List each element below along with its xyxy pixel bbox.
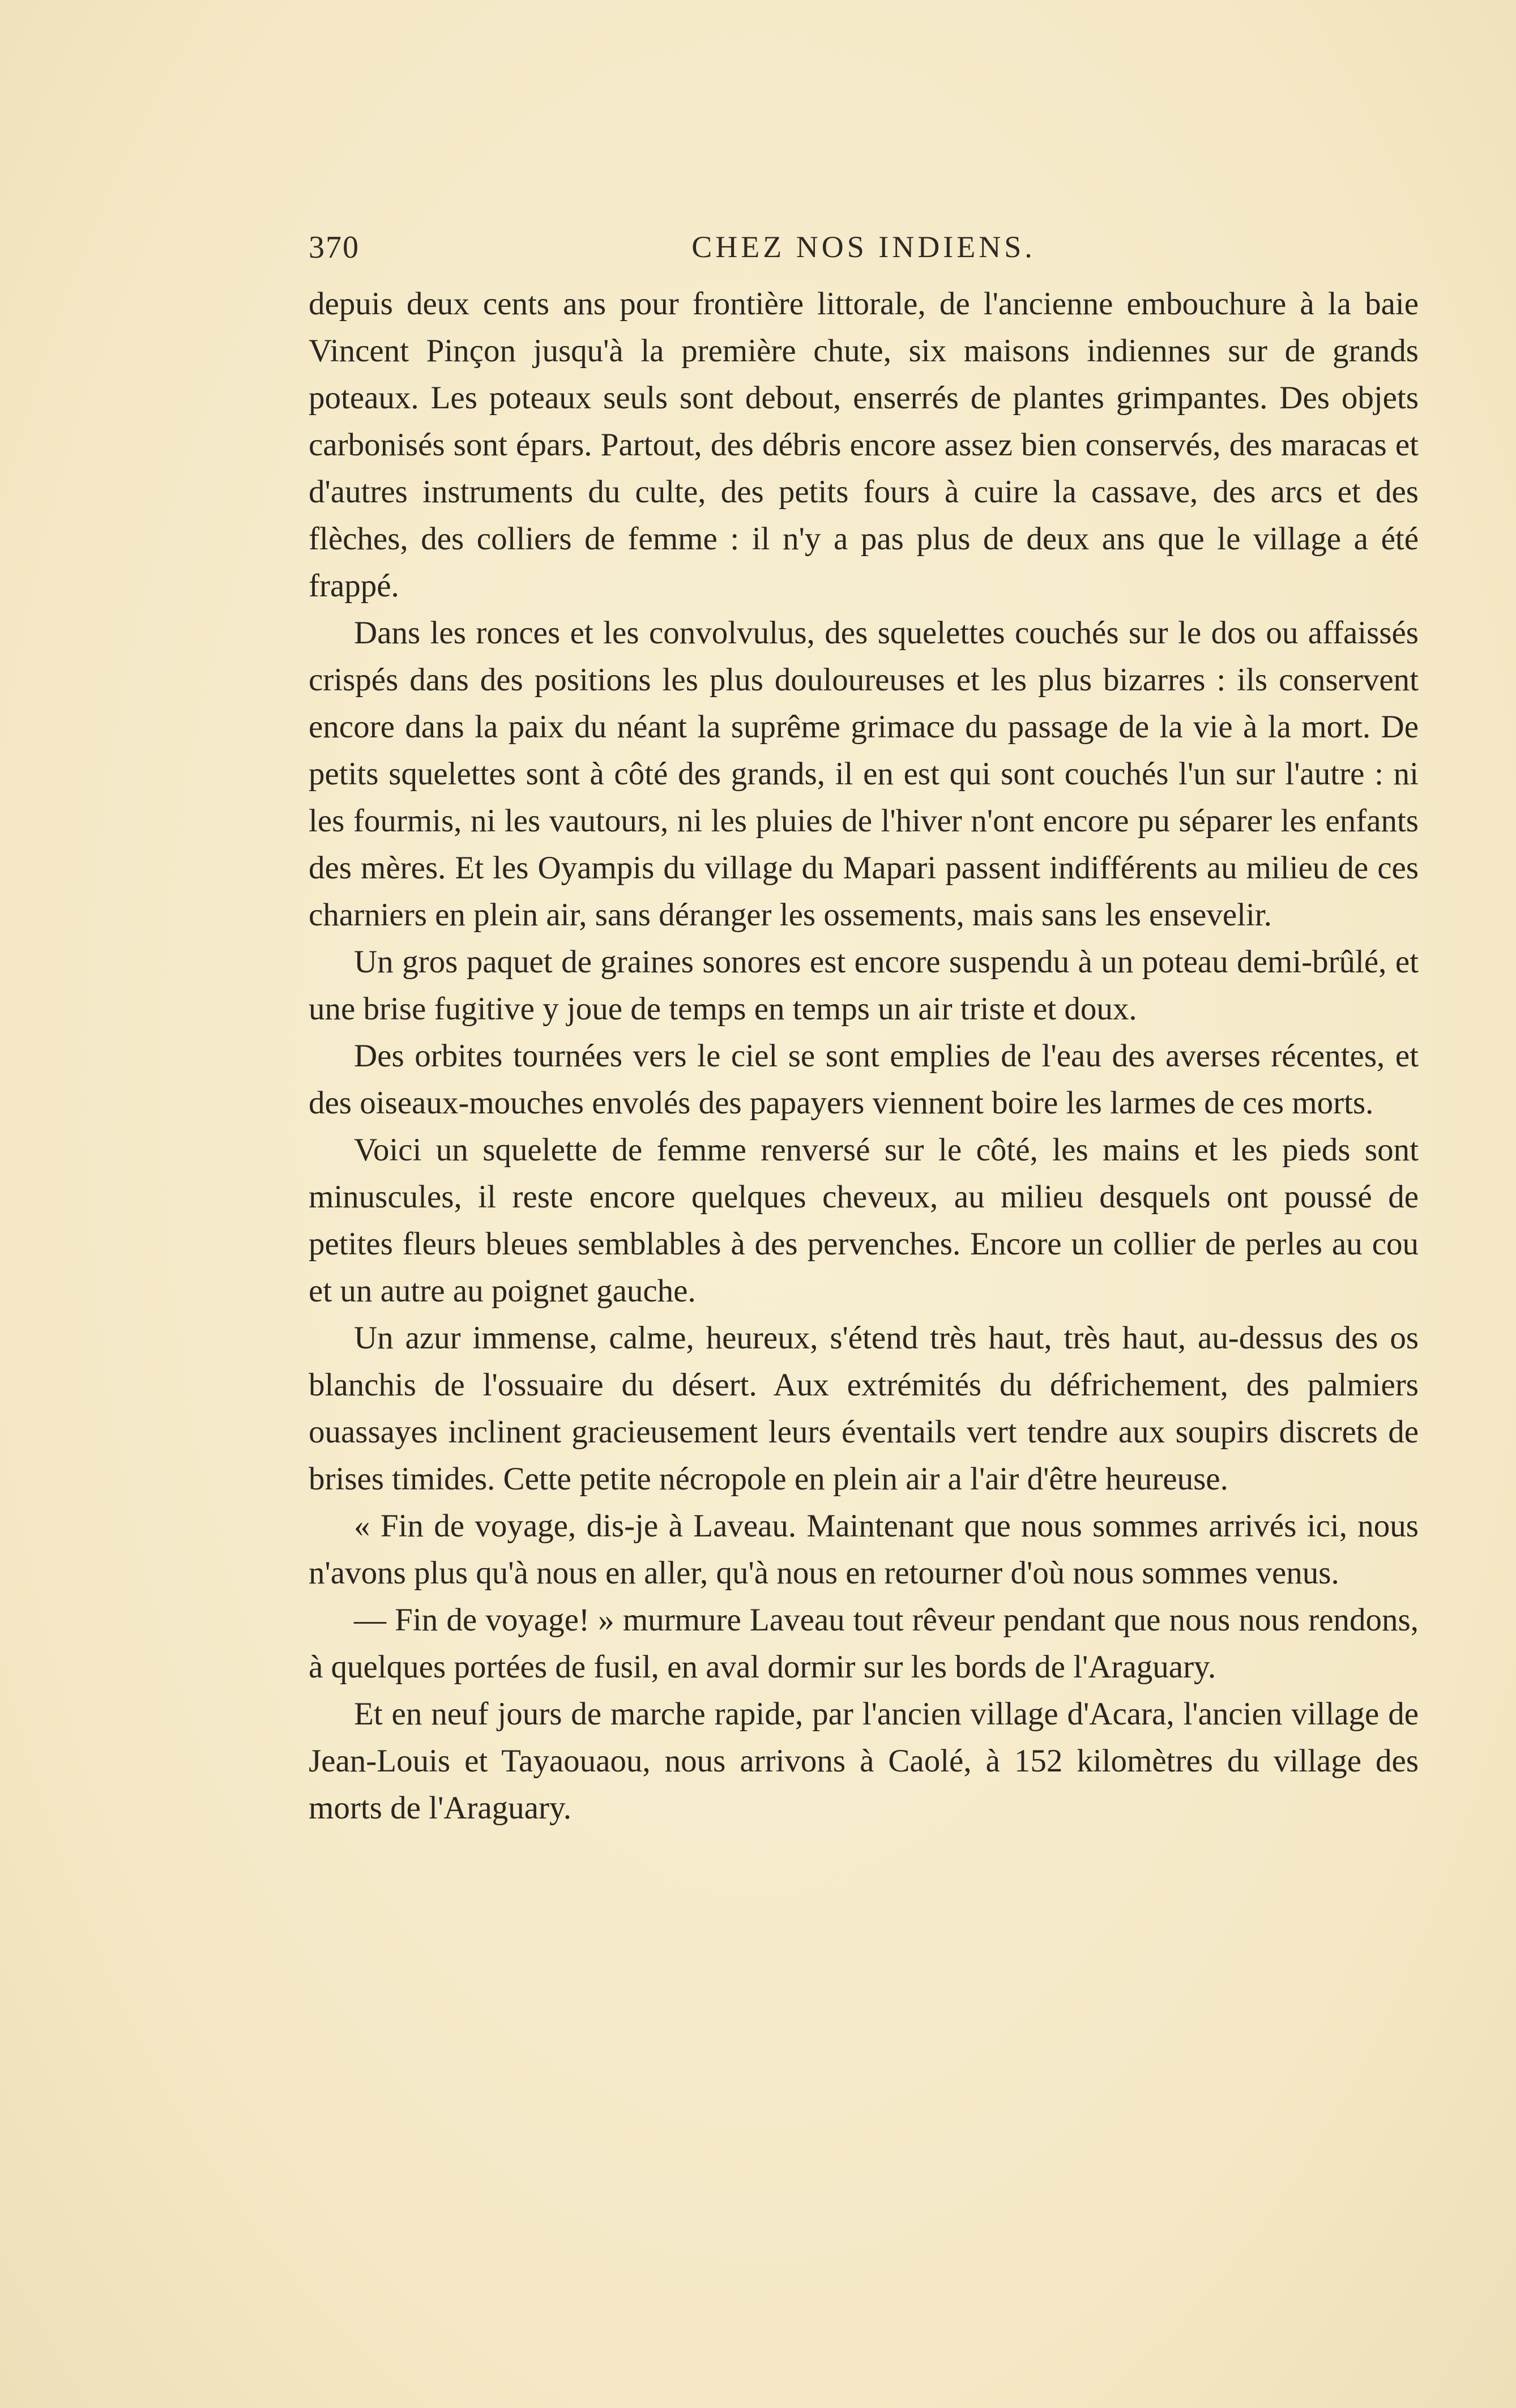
paragraph-1: depuis deux cents ans pour frontière littorale, de l'ancienne embouchure à la baie Vincent Pinçon jusqu'à la première chute, six maisons indiennes sur de grands poteaux. Les poteaux seuls sont debout, enserrés de plantes grimpantes. Des objets carbonisés sont épars. Partout, des débris encore assez bien conservés, des maracas et d'autres instruments du culte, des petits fours à cuire la cassave, des arcs et des flèches, des colliers de femme : il n'y a pas plus de deux ans que le village a été frappé. [309, 286, 1419, 604]
page-header [309, 229, 1419, 275]
body-text [309, 280, 1419, 1831]
paragraph-7: « Fin de voyage, dis-je à Laveau. Maintenant que nous sommes arrivés ici, nous n'avons plus qu'à nous en aller, qu'à nous en retourner d'où nous sommes venus. [309, 1508, 1419, 1591]
paragraph-9: Et en neuf jours de marche rapide, par l'ancien village d'Acara, l'ancien village de Jean-Louis et Tayaouaou, nous arrivons à Caolé, à 152 kilomètres du village des morts de l'Araguary. [309, 1696, 1419, 1826]
paragraph-6: Un azur immense, calme, heureux, s'étend très haut, très haut, au-dessus des os blanchis de l'ossuaire du désert. Aux extrémités du défrichement, des palmiers ouassayes inclinent gracieusement leurs éventails vert tendre aux soupirs discrets de brises timides. Cette petite nécropole en plein air a l'air d'être heureuse. [309, 1320, 1419, 1497]
paragraph-4: Des orbites tournées vers le ciel se sont emplies de l'eau des averses récentes, et des oiseaux-mouches envolés des papayers viennent boire les larmes de ces morts. [309, 1038, 1419, 1121]
paragraph-2: Dans les ronces et les convolvulus, des squelettes couchés sur le dos ou affaissés crispés dans des positions les plus douloureuses et les plus bizarres : ils conservent encore dans la paix du néant la suprême grimace du passage de la vie à la mort. De petits squelettes sont à côté des grands, il en est qui sont couchés l'un sur l'autre : ni les fourmis, ni les vautours, ni les pluies de l'hiver n'ont encore pu séparer les enfants des mères. Et les Oyampis du village du Mapari passent indifférents au milieu de ces charniers en plein air, sans déranger les ossements, mais sans les ensevelir. [309, 615, 1419, 933]
paragraph-8: — Fin de voyage! » murmure Laveau tout rêveur pendant que nous nous rendons, à quelques portées de fusil, en aval dormir sur les bords de l'Araguary. [309, 1602, 1419, 1685]
running-title: CHEZ NOS INDIENS. [691, 230, 1036, 264]
paragraph-3: Un gros paquet de graines sonores est encore suspendu à un poteau demi-brûlé, et une brise fugitive y joue de temps en temps un air triste et doux. [309, 944, 1419, 1027]
paragraph-5: Voici un squelette de femme renversé sur le côté, les mains et les pieds sont minuscules, il reste encore quelques cheveux, au milieu desquels ont poussé de petites fleurs bleues semblables à des pervenches. Encore un collier de perles au cou et un autre au poignet gauche. [309, 1132, 1419, 1309]
page-number: 370 [309, 230, 360, 265]
